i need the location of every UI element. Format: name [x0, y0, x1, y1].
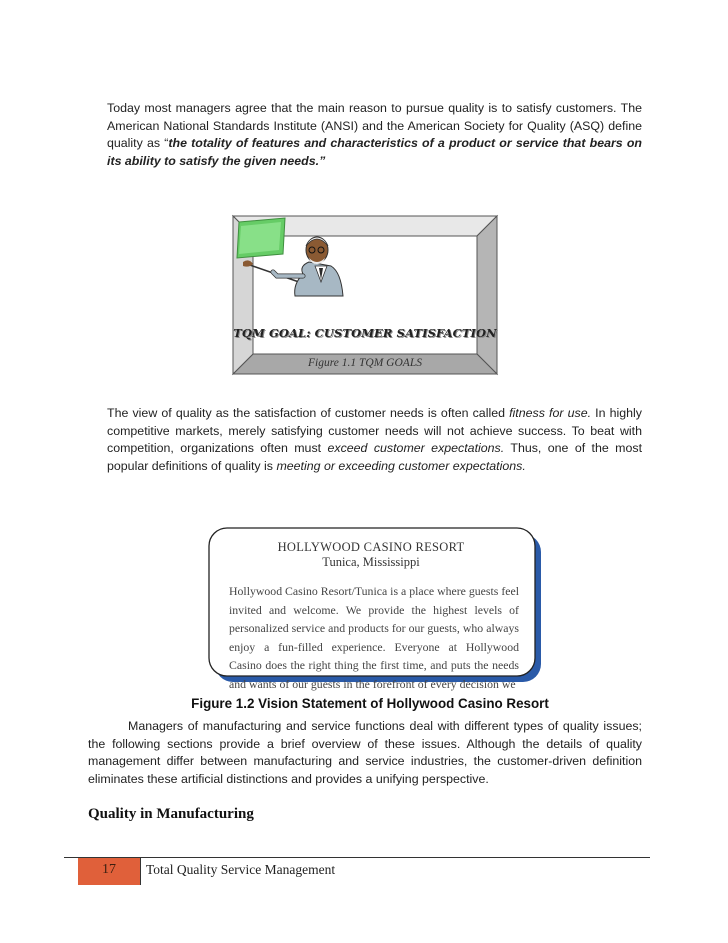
vision-statement-box — [208, 527, 542, 691]
fitness-emphasis-1: fitness for use. — [509, 406, 592, 420]
footer-title: Total Quality Service Management — [146, 862, 336, 877]
fitness-emphasis-3: meeting or exceeding customer expectations. — [276, 458, 526, 473]
page-number: 17 — [102, 862, 116, 877]
footer-separator — [140, 858, 141, 885]
fitness-text-2: In highly competitive markets, merely satisfying customer needs will not achieve success. To beat with competition, organizations often must — [107, 406, 643, 456]
tqm-goal-figure — [233, 216, 497, 374]
figure-caption-1-1: Figure 1.1 TQM GOALS — [308, 357, 422, 369]
vision-body: Hollywood Casino Resort/Tunica is a place where guests feel invited and welcome. We provide the highest levels of personalized service and products for our guests, who always enjoy a fun-filled experience. Everyone at Hollywood Casino does the right thing the first time, and puts the needs and wants of our guests in the forefront of every decision we — [229, 584, 519, 691]
presenter-illustration-icon — [233, 216, 353, 298]
intro-text: Today most managers agree that the main reason to pursue quality is to satisfy customers. The American National Standards Institute (ANSI) and the American Society for Quality (ASQ) define quality as “ — [107, 101, 642, 151]
footer-rule — [64, 857, 650, 858]
fitness-paragraph — [107, 405, 642, 475]
vision-title: HOLLYWOOD CASINO RESORT — [277, 540, 465, 554]
vision-subtitle: Tunica, Mississippi — [322, 555, 420, 569]
fitness-text-1: The view of quality as the satisfaction of customer needs is often called — [107, 406, 510, 420]
tqm-goal-title: TQM GOAL: CUSTOMER SATISFACTION — [233, 326, 497, 340]
fitness-emphasis-2: exceed customer expectations. — [327, 441, 505, 456]
managers-paragraph — [88, 718, 642, 788]
fitness-text-3: Thus, one of the most popular definitions of quality is — [107, 441, 643, 473]
quality-definition: the totality of features and characteristics of a product or service that bears on its ability to satisfy the given needs.” — [107, 136, 642, 168]
section-heading: Quality in Manufacturing — [88, 806, 254, 822]
figure-caption-1-2: Figure 1.2 Vision Statement of Hollywood Casino Resort — [191, 696, 549, 711]
managers-text: Managers of manufacturing and service functions deal with different types of quality issues; the following sections provide a brief overview of these issues. Although the details of quality management differ between manufacturing and service industries, the customer-driven definition eliminates these artificial distinctions and provides a unifying perspective. — [88, 719, 642, 786]
intro-paragraph — [107, 100, 642, 170]
